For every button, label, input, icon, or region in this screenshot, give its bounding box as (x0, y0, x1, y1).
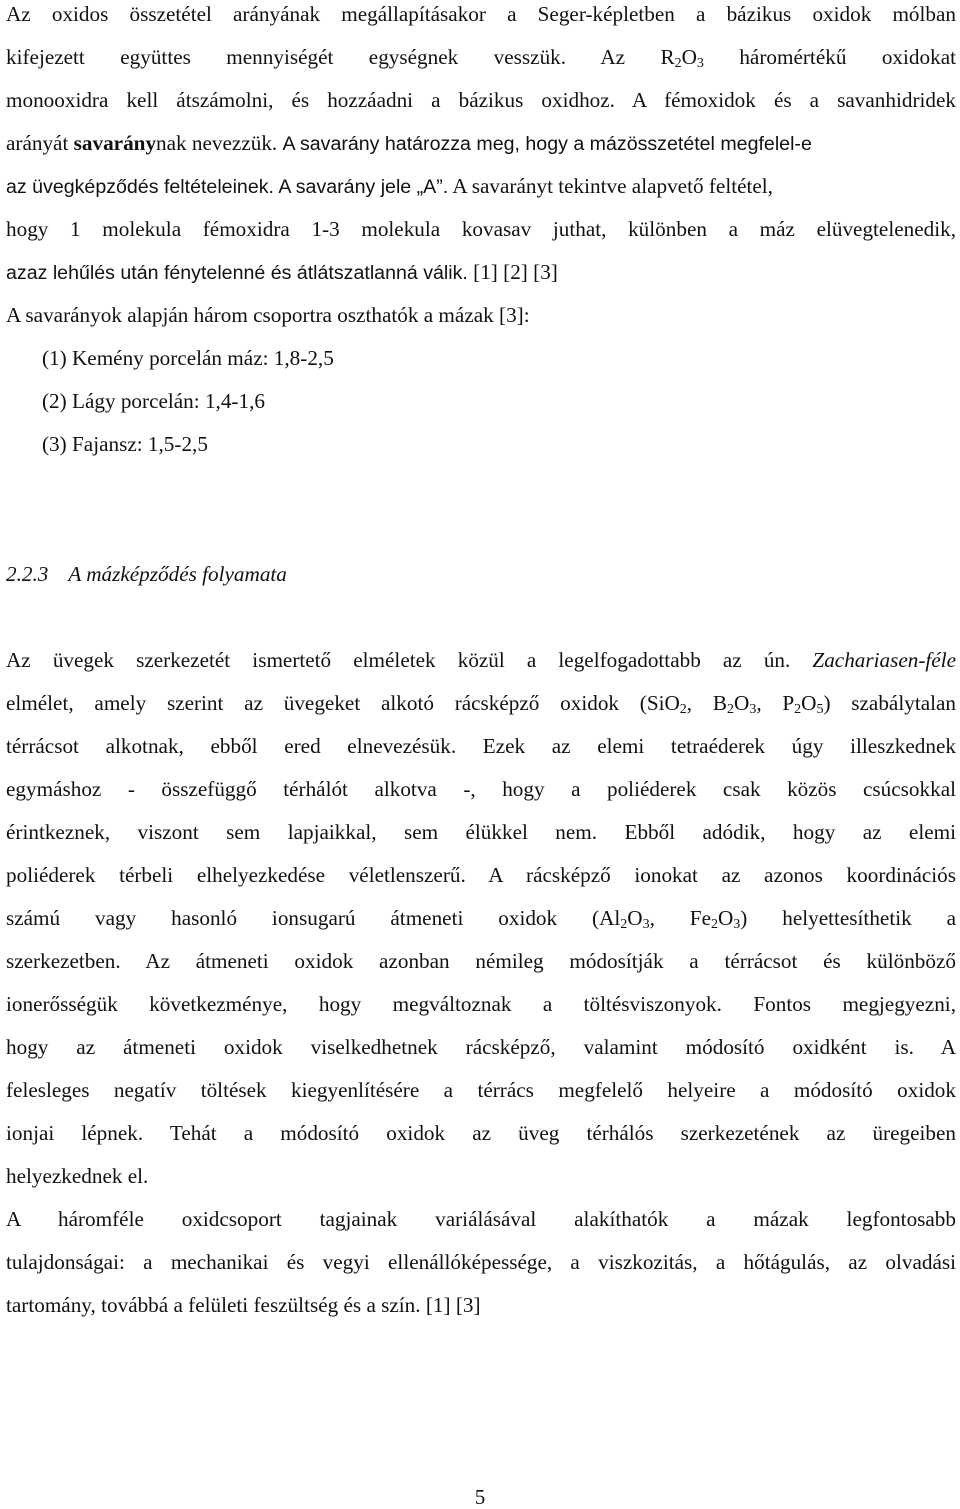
paragraph-2-line-8: szerkezetben. Az átmeneti oxidok azonban némileg módosítják a térrácsot és különböző (6, 949, 956, 973)
list-item: (2) Lágy porcelán: 1,4-1,6 (42, 389, 265, 413)
paragraph-1-line-6: hogy 1 molekula fémoxidra 1-3 molekula kovasav juthat, különben a máz elüvegtelenedik, (6, 217, 956, 241)
list-item: (1) Kemény porcelán máz: 1,8-2,5 (42, 346, 334, 370)
paragraph-1-line-3: monooxidra kell átszámolni, és hozzáadni a bázikus oxidhoz. A fémoxidok és a savanhidridek (6, 88, 956, 112)
paragraph-1-line-1: Az oxidos összetétel arányának megállapításakor a Seger-képletben a bázikus oxidok mólban (6, 2, 956, 26)
paragraph-2-line-4: egymáshoz - összefüggő térhálót alkotva -, hogy a poliéderek csak közös csúcsokkal (6, 777, 956, 801)
paragraph-1-line-7: azaz lehűlés után fénytelenné és átlátszatlanná válik. [1] [2] [3] (6, 260, 558, 284)
paragraph-1-line-8: A savarányok alapján három csoportra oszthatók a mázak [3]: (6, 303, 530, 327)
paragraph-2-line-9: ionerősségük következménye, hogy megváltoznak a töltésviszonyok. Fontos megjegyezni, (6, 992, 956, 1016)
paragraph-2-line-2: elmélet, amely szerint az üvegeket alkotó rácsképző oxidok (SiO$_2$, $B_2O_3$, $P_2O_5$) szabálytalan (6, 691, 956, 717)
paragraph-3-line-2: tulajdonságai: a mechanikai és vegyi ellenállóképessége, a viszkozitás, a hőtágulás, az olvadási (6, 1250, 956, 1274)
paragraph-3-line-3: tartomány, továbbá a felületi feszültség és a szín. [1] [3] (6, 1293, 481, 1317)
term-savarany: savarány (73, 131, 157, 155)
paragraph-2-line-12: ionjai lépnek. Tehát a módosító oxidok az üveg térhálós szerkezetének az üregeiben (6, 1121, 956, 1145)
paragraph-2-line-10: hogy az átmeneti oxidok viselkedhetnek rácsképző, valamint módosító oxidként is. A (6, 1035, 956, 1059)
list-item: (3) Fajansz: 1,5-2,5 (42, 432, 208, 456)
paragraph-2-line-1: Az üvegek szerkezetét ismertető elméletek közül a legelfogadottabb az ún. Zachariasen-féle (6, 648, 956, 672)
paragraph-1-line-2: kifejezett együttes mennyiségét egységnek vesszük. Az $R_2O_3$ háromértékű oxidokat (6, 45, 956, 71)
section-heading (6, 564, 287, 585)
paragraph-1-line-4: arányát savaránynak nevezzük. A savarány határozza meg, hogy a mázösszetétel megfelel-e (6, 131, 812, 155)
paragraph-2-line-7: számú vagy hasonló ionsugarú átmeneti oxidok ($Al_2O_3$, $Fe_2O_3$) helyettesíthetik a (6, 906, 956, 932)
paragraph-2-line-11: felesleges negatív töltések kiegyenlítésére a térrács megfelelő helyeire a módosító oxidok (6, 1078, 956, 1102)
paragraph-2-line-5: érintkeznek, viszont sem lapjaikkal, sem élükkel nem. Ebből adódik, hogy az elemi (6, 820, 956, 844)
paragraph-3-line-1: A háromféle oxidcsoport tagjainak variálásával alakíthatók a mázak legfontosabb (6, 1207, 956, 1231)
paragraph-2-line-6: poliéderek térbeli elhelyezkedése véletlenszerű. A rácsképző ionokat az azonos koordinációs (6, 863, 956, 887)
paragraph-1-line-5: az üvegképződés feltételeinek. A savarány jele „A”. A savarányt tekintve alapvető feltétel, (6, 174, 773, 198)
section-title: A mázképződés folyamata (68, 562, 287, 586)
paragraph-2-line-3: térrácsot alkotnak, ebből ered elnevezésük. Ezek az elemi tetraéderek úgy illeszkednek (6, 734, 956, 758)
page-number: 5 (474, 1485, 486, 1509)
paragraph-2-line-13: helyezkednek el. (6, 1164, 149, 1188)
section-number: 2.2.3 (6, 562, 49, 586)
